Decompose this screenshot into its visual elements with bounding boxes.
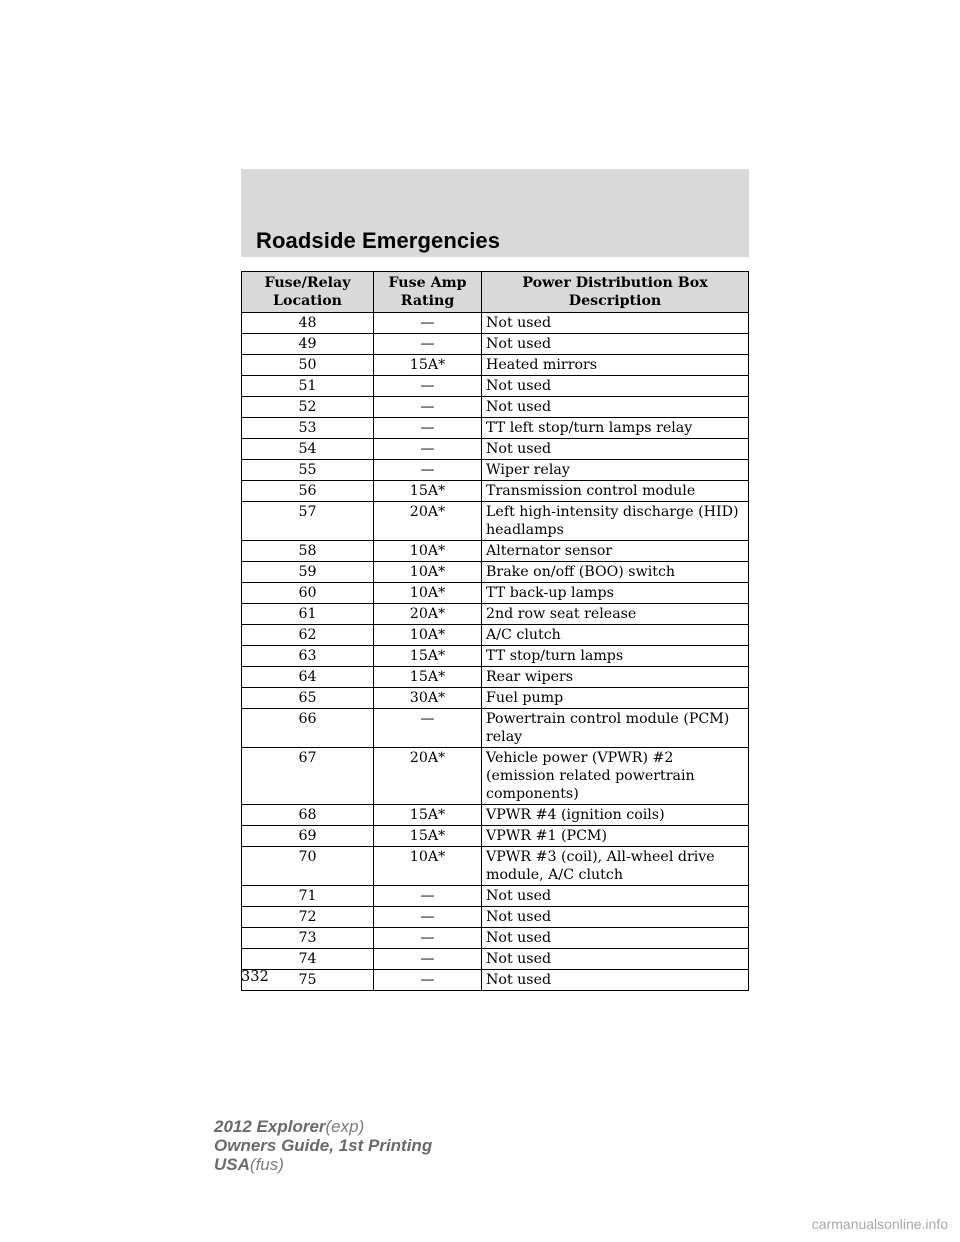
table-row (242, 886, 749, 907)
fuse-location-cell: 67 (242, 748, 374, 805)
table-row (242, 949, 749, 970)
table-row (242, 970, 749, 991)
fuse-location-cell: 54 (242, 439, 374, 460)
table-row (242, 460, 749, 481)
column-header-amp-rating: Fuse Amp Rating (374, 272, 482, 313)
fuse-amp-cell: — (374, 928, 482, 949)
fuse-location-cell: 65 (242, 688, 374, 709)
fuse-amp-cell: 10A* (374, 583, 482, 604)
fuse-description-cell: 2nd row seat release (482, 604, 749, 625)
table-row (242, 847, 749, 886)
fuse-amp-cell: 10A* (374, 562, 482, 583)
fuse-amp-cell: 20A* (374, 502, 482, 541)
table-row (242, 604, 749, 625)
footer (214, 1117, 432, 1174)
fuse-amp-cell: — (374, 397, 482, 418)
section-title: Roadside Emergencies (256, 228, 501, 253)
table-header-row (242, 272, 749, 313)
fuse-description-cell: Not used (482, 334, 749, 355)
table-row (242, 748, 749, 805)
fuse-description-cell: Not used (482, 439, 749, 460)
fuse-location-cell: 71 (242, 886, 374, 907)
table-row (242, 625, 749, 646)
fuse-description-cell: VPWR #3 (coil), All-wheel drive module, A/C clutch (482, 847, 749, 886)
fuse-description-cell: Not used (482, 313, 749, 334)
fuse-amp-cell: — (374, 907, 482, 928)
fuse-amp-cell: — (374, 334, 482, 355)
fuse-description-cell: Wiper relay (482, 460, 749, 481)
fuse-amp-cell: — (374, 313, 482, 334)
fuse-location-cell: 63 (242, 646, 374, 667)
table-row (242, 907, 749, 928)
fuse-amp-cell: 15A* (374, 826, 482, 847)
fuse-description-cell: TT stop/turn lamps (482, 646, 749, 667)
fuse-amp-cell: 10A* (374, 625, 482, 646)
column-header-description: Power Distribution Box Description (482, 272, 749, 313)
fuse-amp-cell: — (374, 949, 482, 970)
footer-region: USA (214, 1155, 250, 1174)
fuse-location-cell: 57 (242, 502, 374, 541)
fuse-description-cell: Fuel pump (482, 688, 749, 709)
table-row (242, 355, 749, 376)
fuse-location-cell: 61 (242, 604, 374, 625)
fuse-location-cell: 73 (242, 928, 374, 949)
table-row (242, 313, 749, 334)
footer-line-1 (214, 1117, 432, 1136)
fuse-description-cell: TT back-up lamps (482, 583, 749, 604)
fuse-location-cell: 49 (242, 334, 374, 355)
fuse-amp-cell: — (374, 460, 482, 481)
fuse-location-cell: 56 (242, 481, 374, 502)
fuse-amp-cell: 10A* (374, 847, 482, 886)
fuse-table (241, 271, 749, 991)
table-row (242, 541, 749, 562)
fuse-description-cell: Heated mirrors (482, 355, 749, 376)
footer-model-code: (exp) (325, 1117, 365, 1136)
fuse-amp-cell: 15A* (374, 667, 482, 688)
watermark: carmanualsonline.info (811, 1216, 948, 1232)
fuse-amp-cell: — (374, 376, 482, 397)
table-row (242, 376, 749, 397)
fuse-description-cell: Not used (482, 970, 749, 991)
fuse-location-cell: 52 (242, 397, 374, 418)
fuse-amp-cell: — (374, 886, 482, 907)
table-row (242, 667, 749, 688)
table-row (242, 481, 749, 502)
fuse-location-cell: 50 (242, 355, 374, 376)
fuse-amp-cell: — (374, 970, 482, 991)
fuse-description-cell: Brake on/off (BOO) switch (482, 562, 749, 583)
table-row (242, 439, 749, 460)
fuse-location-cell: 48 (242, 313, 374, 334)
fuse-location-cell: 62 (242, 625, 374, 646)
fuse-amp-cell: 15A* (374, 355, 482, 376)
fuse-location-cell: 59 (242, 562, 374, 583)
fuse-description-cell: Not used (482, 949, 749, 970)
column-header-location: Fuse/Relay Location (242, 272, 374, 313)
table-row (242, 562, 749, 583)
fuse-location-cell: 74 (242, 949, 374, 970)
fuse-location-cell: 66 (242, 709, 374, 748)
table-row (242, 826, 749, 847)
fuse-amp-cell: — (374, 439, 482, 460)
fuse-amp-cell: 15A* (374, 481, 482, 502)
fuse-amp-cell: 30A* (374, 688, 482, 709)
table-row (242, 709, 749, 748)
footer-line-3 (214, 1155, 432, 1174)
fuse-description-cell: TT left stop/turn lamps relay (482, 418, 749, 439)
footer-model: 2012 Explorer (214, 1117, 326, 1136)
fuse-description-cell: Left high-intensity discharge (HID) headlamps (482, 502, 749, 541)
fuse-amp-cell: — (374, 418, 482, 439)
table-row (242, 397, 749, 418)
table-row (242, 502, 749, 541)
fuse-description-cell: Powertrain control module (PCM) relay (482, 709, 749, 748)
fuse-description-cell: Alternator sensor (482, 541, 749, 562)
fuse-amp-cell: 10A* (374, 541, 482, 562)
fuse-location-cell: 58 (242, 541, 374, 562)
footer-region-code: (fus) (249, 1155, 284, 1174)
table-row (242, 418, 749, 439)
table-row (242, 928, 749, 949)
fuse-location-cell: 64 (242, 667, 374, 688)
fuse-amp-cell: 15A* (374, 805, 482, 826)
fuse-location-cell: 53 (242, 418, 374, 439)
fuse-location-cell: 72 (242, 907, 374, 928)
fuse-description-cell: Vehicle power (VPWR) #2 (emission related powertrain components) (482, 748, 749, 805)
fuse-description-cell: Rear wipers (482, 667, 749, 688)
footer-printing: Owners Guide, 1st Printing (214, 1136, 433, 1155)
fuse-description-cell: Not used (482, 886, 749, 907)
fuse-location-cell: 60 (242, 583, 374, 604)
fuse-amp-cell: 20A* (374, 604, 482, 625)
fuse-description-cell: Not used (482, 907, 749, 928)
table-row (242, 805, 749, 826)
fuse-location-cell: 55 (242, 460, 374, 481)
fuse-location-cell: 75 (242, 970, 374, 991)
fuse-description-cell: Not used (482, 397, 749, 418)
table-row (242, 334, 749, 355)
fuse-location-cell: 70 (242, 847, 374, 886)
fuse-location-cell: 68 (242, 805, 374, 826)
table-body (242, 313, 749, 991)
page-number: 332 (241, 969, 269, 985)
fuse-amp-cell: — (374, 709, 482, 748)
table-row (242, 646, 749, 667)
fuse-description-cell: Transmission control module (482, 481, 749, 502)
fuse-description-cell: Not used (482, 376, 749, 397)
fuse-amp-cell: 20A* (374, 748, 482, 805)
fuse-location-cell: 51 (242, 376, 374, 397)
fuse-description-cell: VPWR #4 (ignition coils) (482, 805, 749, 826)
footer-line-2 (214, 1136, 432, 1155)
fuse-amp-cell: 15A* (374, 646, 482, 667)
table-row (242, 583, 749, 604)
fuse-description-cell: Not used (482, 928, 749, 949)
fuse-location-cell: 69 (242, 826, 374, 847)
fuse-description-cell: A/C clutch (482, 625, 749, 646)
table-row (242, 688, 749, 709)
fuse-description-cell: VPWR #1 (PCM) (482, 826, 749, 847)
